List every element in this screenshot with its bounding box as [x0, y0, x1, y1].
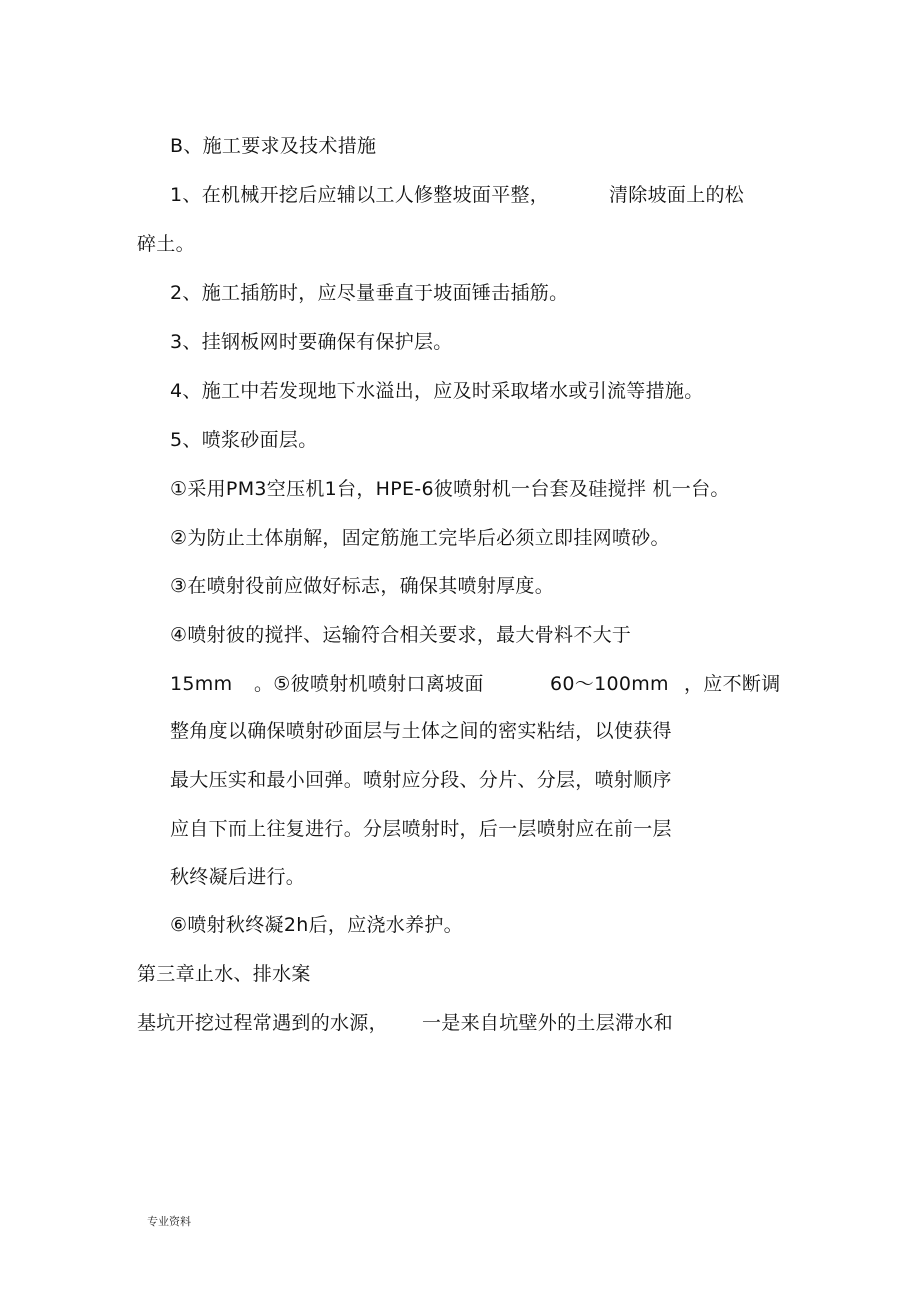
paragraph-water-source-part-a: 基坑开挖过程常遇到的水源， — [137, 1012, 388, 1034]
subitem-5-continuation-2: 最大压实和最小回弹。喷射应分段、分片、分层，喷射顺序 — [170, 769, 672, 791]
subitem-4: ④喷射彼的搅拌、运输符合相关要求，最大骨料不大于 — [170, 624, 632, 646]
page-footer: 专业资料 — [147, 1215, 191, 1228]
paragraph-item-1-continuation: 碎土。 — [137, 233, 195, 255]
paragraph-item-1-part-b: 清除坡面上的松 — [609, 184, 745, 206]
subitem-5-text: 。⑤彼喷射机喷射口离坡面 — [254, 673, 484, 695]
subitem-6: ⑥喷射秋终凝2h后，应浇水养护。 — [170, 914, 463, 936]
paragraph-item-4: 4、施工中若发现地下水溢出，应及时采取堵水或引流等措施。 — [170, 380, 704, 402]
subitem-5-continuation-3: 应自下而上往复进行。分层喷射时，后一层喷射应在前一层 — [170, 818, 672, 840]
subitem-5-continuation-4: 秋终凝后进行。 — [170, 866, 306, 888]
subitem-5-value-15mm: 15mm — [170, 673, 233, 695]
paragraph-item-5: 5、喷浆砂面层。 — [170, 429, 318, 451]
subitem-5-text-end: ，应不断调 — [684, 673, 781, 695]
chapter-heading: 第三章止水、排水案 — [137, 963, 311, 985]
paragraph-item-1-part-a: 1、在机械开挖后应辅以工人修整坡面平整， — [170, 184, 550, 206]
paragraph-item-2: 2、施工插筋时，应尽量垂直于坡面锤击插筋。 — [170, 282, 569, 304]
subitem-1: ①采用PM3空压机1台，HPE-6彼喷射机一台套及硅搅拌 机一台。 — [170, 478, 730, 500]
subitem-3: ③在喷射役前应做好标志，确保其喷射厚度。 — [170, 575, 555, 597]
subitem-5-continuation-1: 整角度以确保喷射砂面层与土体之间的密实粘结，以使获得 — [170, 720, 672, 742]
subitem-5-distance-range: 60～100mm — [550, 673, 669, 695]
section-heading-b: B、施工要求及技术措施 — [170, 135, 377, 157]
paragraph-water-source-part-b: 一是来自坑壁外的土层滞水和 — [422, 1012, 673, 1034]
subitem-2: ②为防止土体崩解，固定筋施工完毕后必须立即挂网喷砂。 — [170, 527, 670, 549]
paragraph-item-3: 3、挂钢板网时要确保有保护层。 — [170, 331, 453, 353]
